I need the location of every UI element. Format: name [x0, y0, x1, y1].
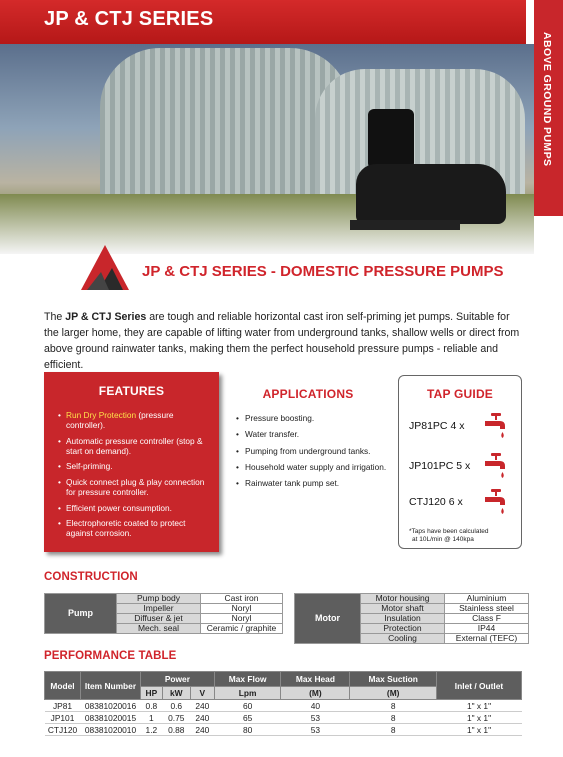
feature-item: • Electrophoretic coated to protect against corrosion. — [58, 518, 209, 539]
applications-box — [228, 372, 388, 495]
application-item: • Pumping from underground tanks. — [236, 446, 388, 456]
features-title: FEATURES — [98, 384, 165, 398]
feature-item: • Run Dry Protection (pressure controller). — [58, 410, 209, 431]
pump-construction-table — [44, 593, 283, 634]
feature-item: • Automatic pressure controller (stop & start on demand). — [58, 436, 209, 457]
feature-item: • Quick connect plug & play connection for pressure controller. — [58, 477, 209, 498]
pump-body — [356, 164, 506, 224]
table-row: Impeller Noryl — [45, 604, 283, 614]
tap-icon — [483, 452, 509, 482]
feature-item: • Efficient power consumption. — [58, 503, 209, 513]
side-tab-label: ABOVE GROUND PUMPS — [541, 32, 553, 167]
features-list — [44, 398, 219, 539]
intro-paragraph — [44, 310, 524, 374]
applications-title: APPLICATIONS — [262, 387, 354, 401]
applications-list — [228, 401, 388, 489]
feature-item: • Self-priming. — [58, 461, 209, 471]
table-header-row: Model Item Number Power Max Flow Max Head Max Suction Inlet / Outlet — [45, 672, 522, 687]
features-box — [44, 372, 219, 552]
pump-label: Pump — [45, 594, 117, 634]
tap-row: CTJ120 6 x — [409, 496, 463, 508]
series-banner — [0, 0, 526, 44]
tap-icon — [483, 488, 509, 518]
intro-rest: are tough and reliable horizontal cast iron self-priming jet pumps. Suitable for the larger home, they are capable of lifting water from underground tanks, shallow wells or direct from above ground rainwater tanks, making them the perfect household pressure pumps - reliable and efficient. — [44, 311, 520, 371]
intro-bold: JP & CTJ Series — [65, 311, 147, 323]
table-row: Diffuser & jet Noryl — [45, 614, 283, 624]
table-row: JP81 08381020016 0.8 0.6 240 60 40 8 1" x 1" — [45, 700, 522, 712]
application-item: • Rainwater tank pump set. — [236, 478, 388, 488]
table-row: CTJ120 08381020010 1.2 0.88 240 80 53 8 1" x 1" — [45, 724, 522, 736]
tap-note: *Taps have been calculated at 10L/min @ 140kpa — [409, 528, 489, 544]
motor-construction-table — [294, 593, 529, 644]
application-item: • Household water supply and irrigation. — [236, 462, 388, 472]
table-row: Pump Pump body Cast iron — [45, 594, 283, 604]
table-row: JP101 08381020015 1 0.75 240 65 53 8 1" x 1" — [45, 712, 522, 724]
performance-table — [44, 671, 522, 736]
series-title: JP & CTJ SERIES — [44, 8, 214, 30]
tap-icon — [483, 412, 509, 442]
water-tank-left — [100, 48, 350, 198]
table-subheader-row: HP kW V Lpm (M) (M) — [45, 687, 522, 700]
application-item: • Pressure boosting. — [236, 413, 388, 423]
brand-logo-icon — [79, 242, 131, 294]
tap-guide-title: TAP GUIDE — [426, 387, 494, 401]
table-row: Cooling External (TEFC) — [295, 634, 529, 644]
performance-title: PERFORMANCE TABLE — [44, 650, 177, 662]
construction-title: CONSTRUCTION — [44, 571, 138, 583]
tap-guide-box — [398, 375, 522, 549]
intro-prefix: The — [44, 311, 66, 323]
page-title: JP & CTJ SERIES - DOMESTIC PRESSURE PUMPS — [142, 263, 504, 280]
table-row: Protection IP44 — [295, 624, 529, 634]
table-row: Motor shaft Stainless steel — [295, 604, 529, 614]
tap-row: JP101PC 5 x — [409, 460, 471, 472]
table-row: Motor Motor housing Aluminium — [295, 594, 529, 604]
pressure-controller — [368, 109, 414, 169]
tap-row: JP81PC 4 x — [409, 420, 465, 432]
motor-label: Motor — [295, 594, 361, 644]
pump-base — [350, 220, 460, 230]
table-row: Mech. seal Ceramic / graphite — [45, 624, 283, 634]
hero-image — [0, 44, 534, 254]
application-item: • Water transfer. — [236, 429, 388, 439]
table-row: Insulation Class F — [295, 614, 529, 624]
